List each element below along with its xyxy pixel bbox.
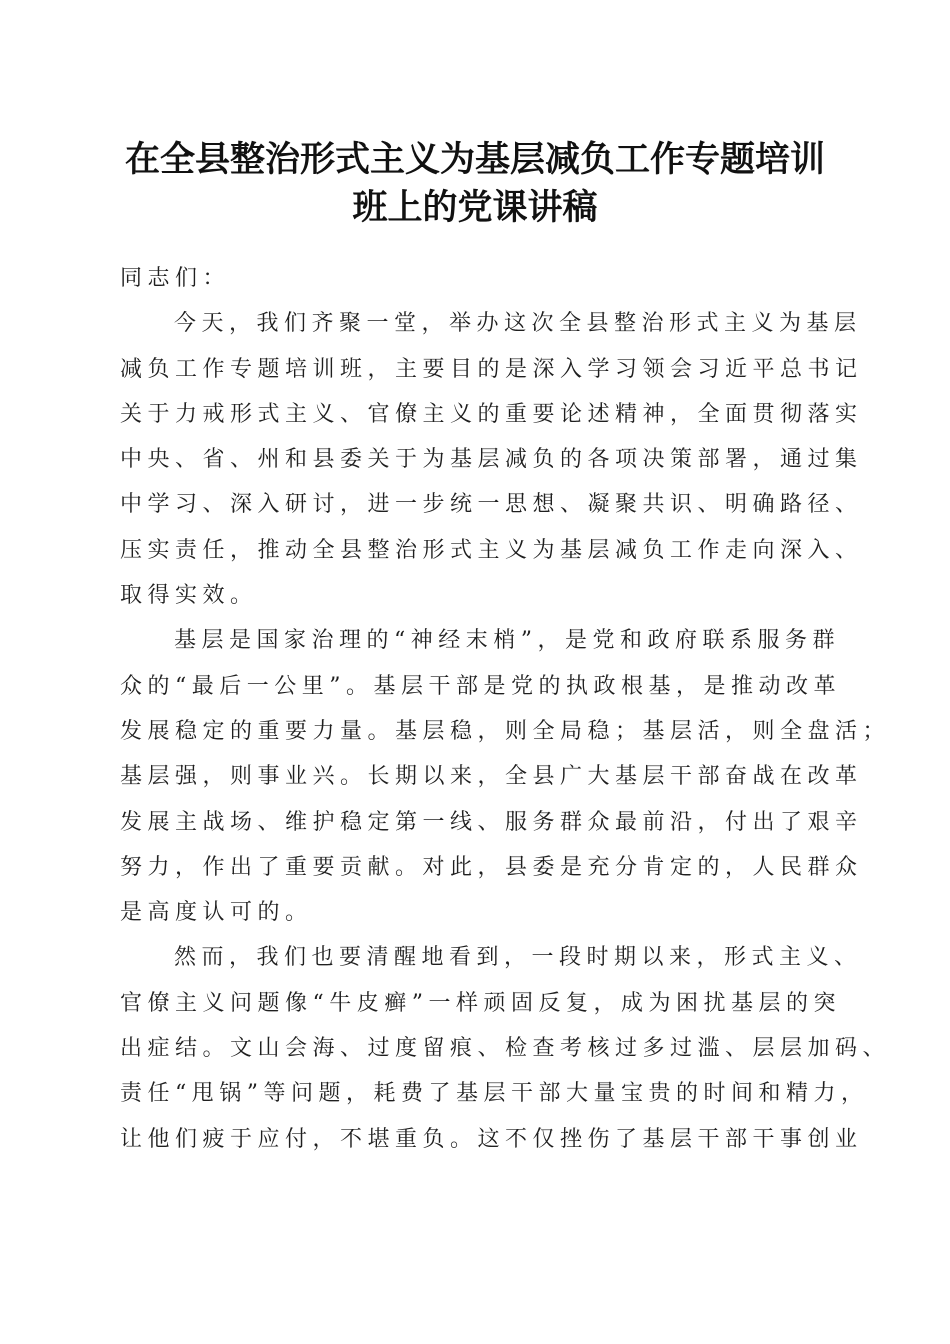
paragraph-line: 是高度认可的。 — [120, 900, 313, 926]
paragraph-line: 然而，我们也要清醒地看到，一段时期以来，形式主义、 — [174, 945, 862, 971]
paragraph-line: 努力，作出了重要贡献。对此，县委是充分肯定的，人民群众 — [120, 854, 863, 880]
paragraph-line: 官僚主义问题像“牛皮癣”一样顽固反复，成为困扰基层的突 — [120, 990, 841, 1016]
paragraph-line: 减负工作专题培训班，主要目的是深入学习领会习近平总书记 — [120, 356, 863, 382]
paragraph-2 — [120, 618, 891, 935]
paragraph-line: 让他们疲于应付，不堪重负。这不仅挫伤了基层干部干事创业 — [120, 1126, 863, 1152]
paragraph-line: 今天，我们齐聚一堂，举办这次全县整治形式主义为基层 — [174, 311, 862, 337]
paragraph-line: 取得实效。 — [120, 583, 258, 609]
document-title — [100, 136, 850, 232]
paragraph-3 — [120, 935, 891, 1161]
document-body — [120, 256, 891, 1162]
paragraph-line: 发展稳定的重要力量。基层稳，则全局稳；基层活，则全盘活； — [120, 718, 891, 744]
greeting: 同志们： — [120, 266, 231, 291]
paragraph-line: 责任“甩锅”等问题，耗费了基层干部大量宝贵的时间和精力， — [120, 1081, 869, 1107]
title-line-2: 班上的党课讲稿 — [352, 187, 598, 228]
paragraph-line: 基层强，则事业兴。长期以来，全县广大基层干部奋战在改革 — [120, 764, 863, 790]
paragraph-line: 出症结。文山会海、过度留痕、检查考核过多过滥、层层加码、 — [120, 1036, 891, 1062]
paragraph-line: 中学习、深入研讨，进一步统一思想、凝聚共识、明确路径、 — [120, 492, 863, 518]
paragraph-line: 中央、省、州和县委关于为基层减负的各项决策部署，通过集 — [120, 447, 863, 473]
paragraph-1 — [120, 301, 863, 618]
paragraph-line: 关于力戒形式主义、官僚主义的重要论述精神，全面贯彻落实 — [120, 401, 863, 427]
paragraph-line: 发展主战场、维护稳定第一线、服务群众最前沿，付出了艰辛 — [120, 809, 863, 835]
paragraph-line: 压实责任，推动全县整治形式主义为基层减负工作走向深入、 — [120, 537, 863, 563]
paragraph-line: 基层是国家治理的“神经末梢”，是党和政府联系服务群 — [174, 628, 840, 654]
title-line-1: 在全县整治形式主义为基层减负工作专题培训 — [124, 139, 825, 180]
paragraph-line: 众的“最后一公里”。基层干部是党的执政根基，是推动改革 — [120, 673, 841, 699]
